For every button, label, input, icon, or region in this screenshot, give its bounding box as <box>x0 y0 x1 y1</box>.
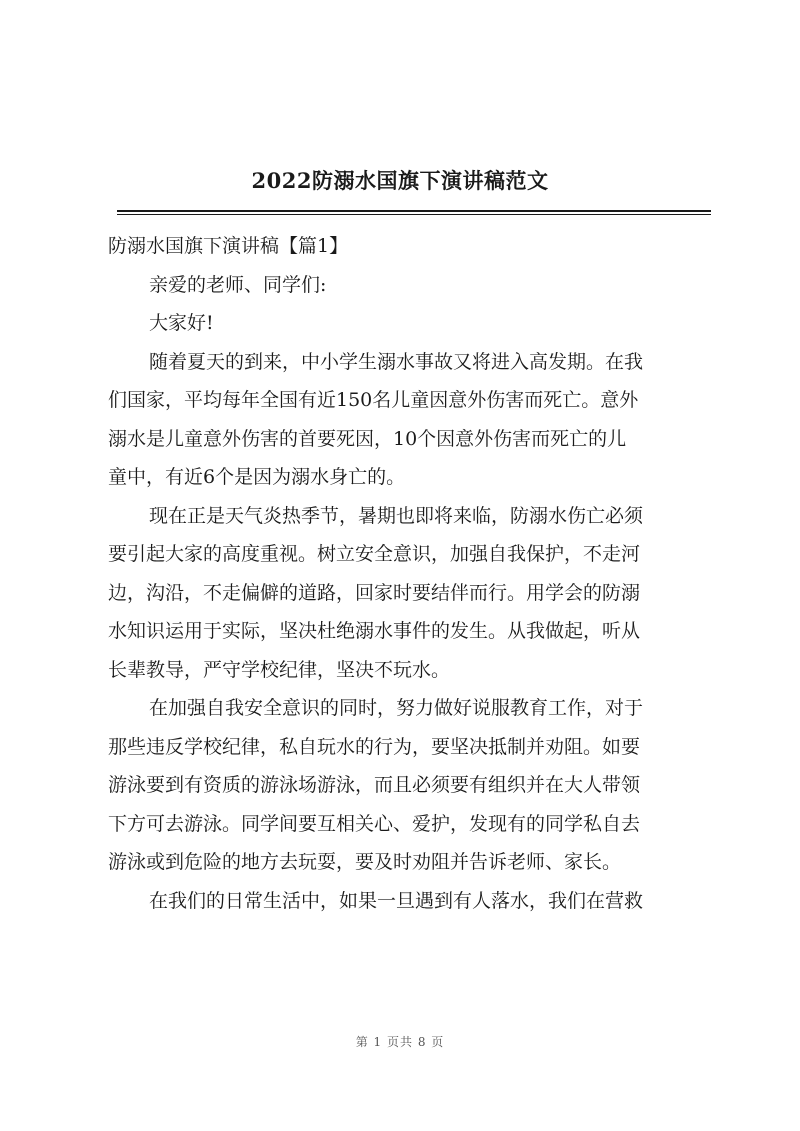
paragraph-line: 在加强自我安全意识的同时，努力做好说服教育工作，对于 <box>149 697 644 719</box>
paragraph-line: 水知识运用于实际，坚决杜绝溺水事件的发生。从我做起，听从 <box>108 620 641 642</box>
paragraph-line: 现在正是天气炎热季节，暑期也即将来临，防溺水伤亡必须 <box>149 504 644 527</box>
paragraph-line: 要引起大家的高度重视。树立安全意识，加强自我保护，不走河 <box>108 543 641 565</box>
paragraph-line: 在我们的日常生活中，如果一旦遇到有人落水，我们在营救 <box>149 889 644 912</box>
paragraph-line: 随着夏天的到来，中小学生溺水事故又将进入高发期。在我 <box>149 350 644 373</box>
page-number-footer: 第 1 页共 8 页 <box>355 1035 445 1049</box>
section-heading: 防溺水国旗下演讲稿【篇1】 <box>108 235 349 257</box>
document-title: 2022防溺水国旗下演讲稿范文 <box>251 168 549 193</box>
paragraph-line: 溺水是儿童意外伤害的首要死因，10个因意外伤害而死亡的儿 <box>108 427 627 450</box>
paragraph-line: 们国家，平均每年全国有近150名儿童因意外伤害而死亡。意外 <box>108 389 639 411</box>
paragraph-line: 童中，有近6个是因为溺水身亡的。 <box>108 466 406 488</box>
paragraph-line: 边，沟沿，不走偏僻的道路，回家时要结伴而行。用学会的防溺 <box>108 581 641 604</box>
document-body <box>108 227 714 920</box>
title-rule-thick <box>117 210 711 212</box>
paragraph-line: 游泳要到有资质的游泳场游泳，而且必须要有组织并在大人带领 <box>108 774 641 796</box>
paragraph-line: 下方可去游泳。同学间要互相关心、爱护，发现有的同学私自去 <box>108 812 641 835</box>
paragraph-line: 长辈教导，严守学校纪律，坚决不玩水。 <box>108 658 451 681</box>
title-rule-thin <box>117 214 711 215</box>
paragraph-line: 游泳或到危险的地方去玩耍，要及时劝阻并告诉老师、家长。 <box>108 851 622 873</box>
greeting: 大家好! <box>149 312 214 334</box>
salutation: 亲爱的老师、同学们: <box>149 273 327 296</box>
paragraph-line: 那些违反学校纪律，私自玩水的行为，要坚决抵制并劝阻。如要 <box>108 735 641 758</box>
